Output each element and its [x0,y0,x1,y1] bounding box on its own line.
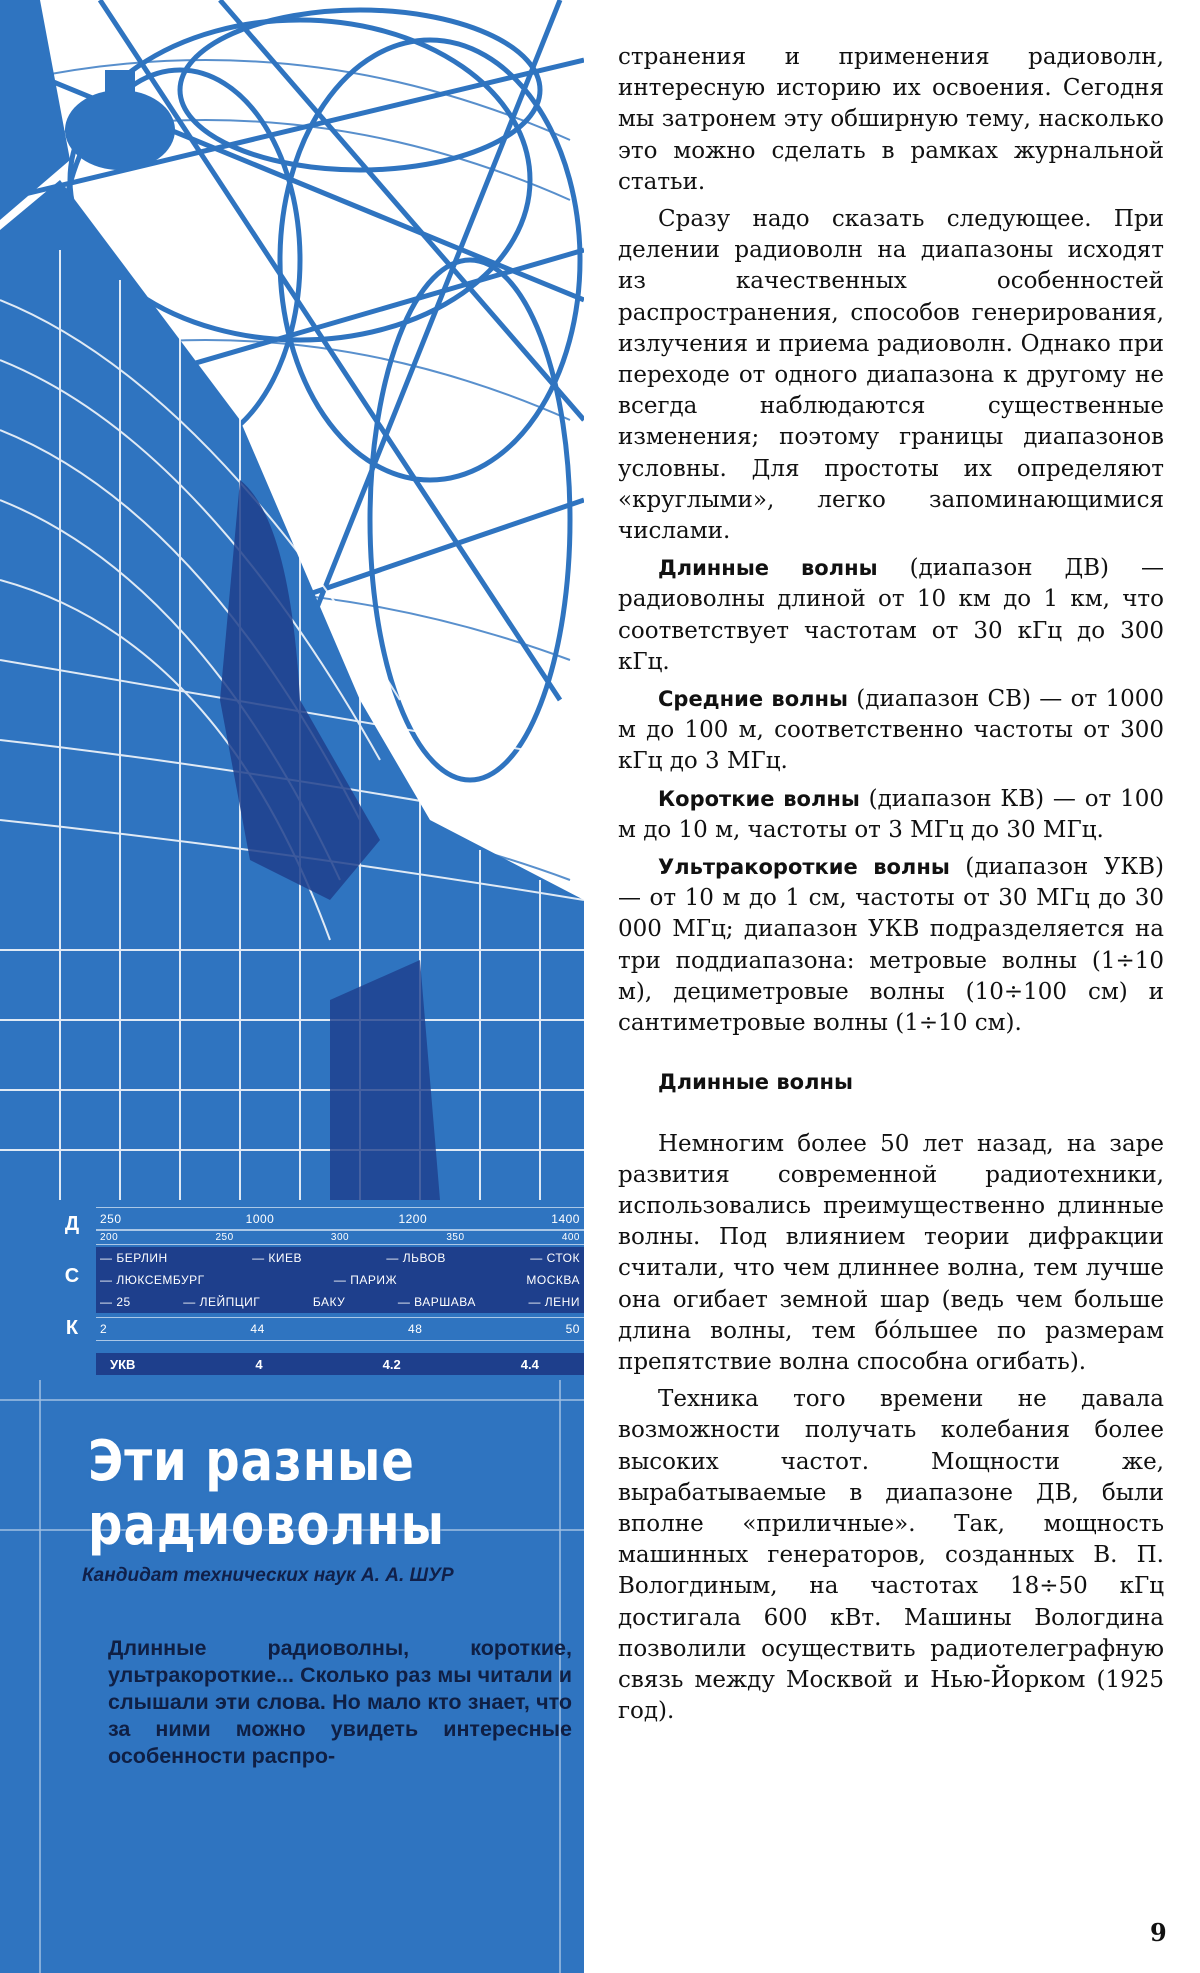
kv-tick: 48 [408,1322,423,1336]
ukv-tick: 4.2 [382,1356,401,1372]
band-letter-k: К [65,1317,79,1339]
ukv-tick: 4.4 [520,1356,539,1372]
term-sv: Средние волны [658,687,849,712]
dv-scale-row [96,1207,584,1231]
term-dv: Длинные волны [658,556,878,581]
body-paragraph: Сразу надо сказать следующее. При делении радиоволн на диапазоны исходят из качественных особенностей распространения, способов генерирования, излучения и приема радиоволн. Однако при переходе от одного диапазона к другому не всегда наблюдаются существенные изменения; поэтому границы диапазонов условны. Для простоты их определяют «круглыми», легко запоминающимися числами. [618,206,1164,545]
station-label: — ВАРШАВА [397,1295,476,1309]
ukv-label: УКВ [110,1356,136,1372]
definition-sv-text: (диапазон СВ) — от 1000 м до 100 м, соответственно частоты от 300 кГц до 3 МГц. [618,686,1164,775]
station-label: — ПАРИЖ [333,1273,398,1287]
kv-tick: 50 [565,1322,580,1336]
definition-ukv [618,852,1164,1039]
ukv-scale-row [96,1353,584,1375]
definition-sv [618,684,1164,778]
sv-stations-row-1 [96,1247,584,1269]
illustration-panel [0,0,584,1973]
dv-lower-tick: 200 [100,1231,119,1243]
dv-tick: 1200 [398,1212,428,1226]
sv-stations-row-3 [96,1291,584,1313]
ukv-tick: 4 [255,1356,263,1372]
station-label: — ЛЬВОВ [386,1251,446,1265]
station-label: — ЛЕЙПЦИГ [183,1295,261,1309]
author-byline: Кандидат технических наук А. А. ШУР [82,1565,454,1586]
section-heading: Длинные волны [658,1070,853,1095]
article-title [88,1430,568,1558]
lead-paragraph: Длинные радиоволны, короткие, ультракороткие... Сколько раз мы читали и слышали эти слова. Но мало кто знает, что за ними можно увидеть интересные особенности распро- [108,1636,572,1768]
dv-tick: 1400 [551,1212,580,1226]
band-letter-d: Д [64,1213,80,1235]
body-paragraph: Немногим более 50 лет назад, на заре развития современной радиотехники, использовались преимущественно длинные волны. Под влиянием теории дифракции считали, что чем длиннее волна, тем лучше она огибает земной шар (ведь чем больше длина волны, тем бо́льшее по размерам препятствие волна способна огибать). [618,1130,1164,1375]
definition-dv [618,553,1164,678]
definition-dv-text: (диапазон ДВ) — радиоволны длиной от 10 км до 1 км, что соответствует частотам от 30 кГц до 300 кГц. [618,555,1164,675]
station-label: — ЛЕНИ [528,1295,580,1309]
dv-lower-tick: 300 [330,1231,350,1243]
band-letter-s: С [64,1265,80,1287]
station-label: — КИЕВ [252,1251,303,1265]
term-kv: Короткие волны [658,786,860,811]
kv-tick: 2 [100,1322,108,1336]
definition-kv [618,784,1164,846]
definition-kv-text: (диапазон КВ) — от 100 м до 10 м, частоты от 3 МГц до 30 МГц. [618,785,1164,843]
radio-dial-scale [60,1205,584,1375]
sv-stations-row-2 [96,1269,584,1291]
body-paragraph: странения и применения радиоволн, интересную историю их освоения. Сегодня мы затронем эту обширную тему, насколько это можно сделать в рамках журнальной статьи. [618,44,1164,195]
page-number: 9 [1150,1918,1167,1947]
dv-lower-tick: 400 [561,1231,580,1243]
station-label: — БЕРЛИН [100,1251,168,1265]
body-paragraph: Техника того времени не давала возможности получать колебания более высоких частот. Мощности же, вырабатываемые в диапазоне ДВ, были вполне «приличные». Так, мощность машинных генераторов, созданных В. П. Вологдиным, на частотах 18÷50 кГц достигала 600 кВт. Машины Вологдина позволили осуществить радиотелеграфную связь между Москвой и Нью-Йорком (1925 год). [618,1386,1164,1725]
article-body [618,42,1164,1733]
station-label: — 25 [100,1295,131,1309]
station-label: МОСКВА [526,1273,580,1287]
station-label: — СТОК [530,1251,580,1265]
dv-tick: 1000 [245,1212,275,1226]
dv-lower-tick: 350 [446,1231,465,1243]
station-label: — ЛЮКСЕМБУРГ [100,1273,205,1287]
station-label: БАКУ [312,1295,346,1309]
dv-tick: 250 [100,1212,122,1226]
kv-scale-row [96,1317,584,1341]
dv-lower-tick: 250 [215,1231,234,1243]
title-line-2: радиоволны [88,1493,445,1558]
kv-tick: 44 [250,1322,265,1336]
definition-ukv-text: (диапазон УКВ) — от 10 м до 1 см, частоты от 30 МГц до 30 000 МГц; диапазон УКВ подразделяется на три поддиапазона: метровые волны (1÷10 м), дециметровые волны (10÷100 см) и сантиметровые волны (1÷10 см). [618,854,1165,1037]
dv-scale-lower-row [96,1229,584,1245]
title-line-1: Эти разные [88,1429,415,1494]
term-ukv: Ультракороткие волны [658,855,950,880]
